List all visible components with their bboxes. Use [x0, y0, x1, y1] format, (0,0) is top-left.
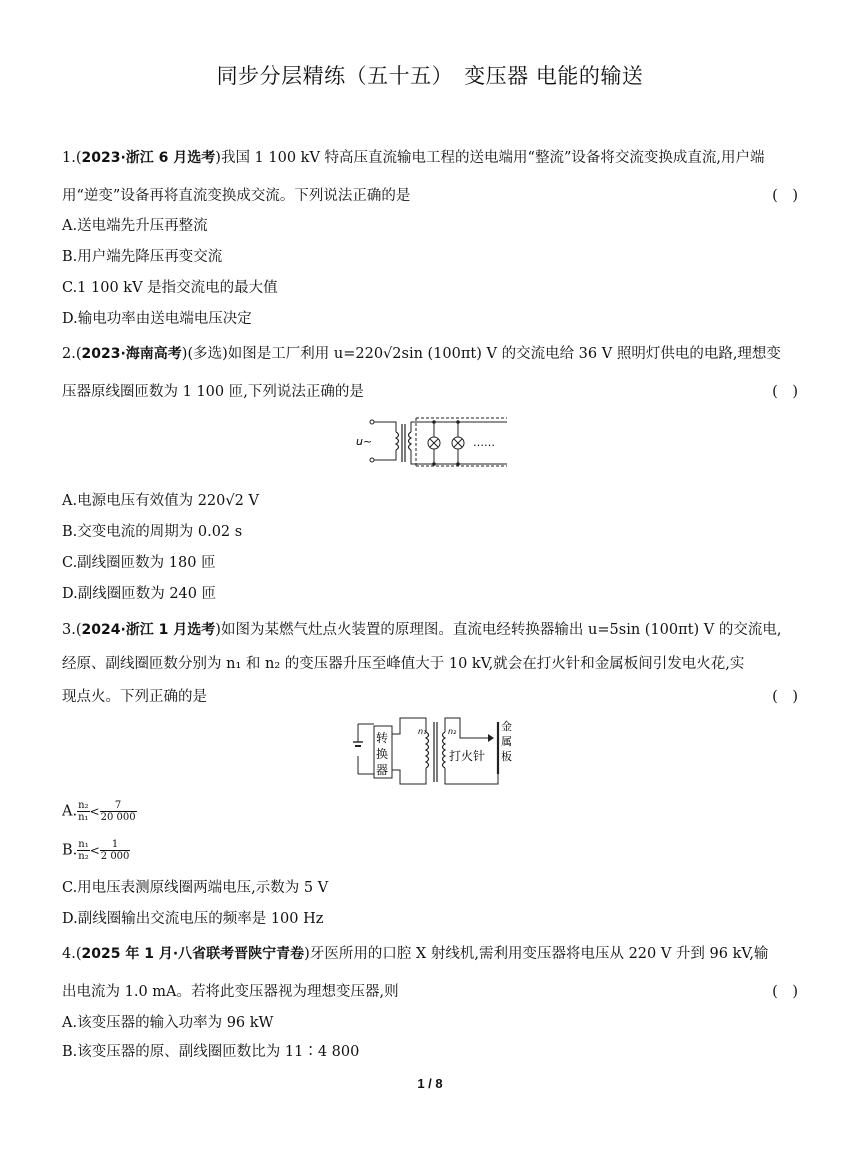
needle-arrow-icon — [488, 734, 494, 742]
q1-option-a: A.送电端先升压再整流 — [62, 218, 208, 234]
comparison-sign: < — [89, 843, 100, 858]
q1-answer-paren: ( ) — [772, 188, 798, 204]
q1-stem-line2: 用“逆变”设备再将直流变换成交流。下列说法正确的是 — [62, 188, 411, 204]
q2-option-a: A.电源电压有效值为 220√2 V — [62, 493, 259, 509]
fraction — [100, 839, 131, 862]
q4-source: 2025 年 1 月·八省联考晋陕宁青卷 — [81, 946, 305, 962]
plate-char-3: 板 — [501, 750, 512, 763]
q1-option-d: D.输电功率由送电端电压决定 — [62, 311, 252, 327]
q4-option-a: A.该变压器的输入功率为 96 kW — [62, 1015, 274, 1031]
q3-n2-label: n₂ — [448, 727, 457, 736]
fraction-denominator: 20 000 — [100, 812, 136, 823]
fraction-numerator: 1 — [100, 839, 131, 851]
q2-stem-line2: 压器原线圈匝数为 1 100 匝,下列说法正确的是 — [62, 384, 364, 400]
q2-number: 2.( — [62, 346, 82, 362]
fraction-denominator: n₂ — [78, 851, 89, 862]
q3-stem-text: )如图为某燃气灶点火装置的原理图。直流电经转换器输出 u=5sin (100πt) V 的交流电, — [215, 622, 782, 638]
fraction-numerator: 7 — [100, 800, 137, 812]
q4-stem-text: )牙医所用的口腔 X 射线机,需利用变压器将电压从 220 V 升到 96 kV,输 — [304, 946, 769, 962]
q3-option-b-prefix: B. — [62, 842, 78, 859]
q3-option-b — [62, 839, 130, 862]
primary-coil-icon — [396, 432, 399, 450]
secondary-coil-icon — [443, 732, 446, 768]
q2-stem-line1 — [62, 342, 802, 363]
converter-char-2: 换 — [376, 747, 389, 761]
fraction — [77, 839, 89, 862]
q2-ellipsis: …… — [473, 436, 495, 449]
q2-u-label: u~ — [356, 435, 373, 448]
q3-stem-line1 — [62, 618, 802, 639]
q3-option-a — [62, 800, 137, 823]
converter-char-1: 转 — [376, 731, 389, 745]
needle-label: 打火针 — [449, 749, 486, 763]
q3-source: 2024·浙江 1 月选考 — [81, 622, 216, 638]
q1-stem-line1 — [62, 146, 802, 167]
q2-option-d: D.副线圈匝数为 240 匝 — [62, 586, 217, 602]
q3-ignition-figure — [350, 712, 518, 788]
plate-char-1: 金 — [501, 720, 512, 733]
q2-option-c: C.副线圈匝数为 180 匝 — [62, 555, 216, 571]
q2-stem-text: )(多选)如图是工厂利用 u=220√2sin (100πt) V 的交流电给 36 V 照明灯供电的电路,理想变 — [181, 346, 781, 362]
plate-char-2: 属 — [501, 735, 512, 748]
q3-stem-line2: 经原、副线圈匝数分别为 n₁ 和 n₂ 的变压器升压至峰值大于 10 kV,就会在打火针和金属板间引发电火花,实 — [62, 656, 745, 672]
q4-stem-line1 — [62, 942, 802, 963]
converter-char-3: 器 — [376, 763, 389, 777]
primary-coil-icon — [426, 732, 429, 768]
q1-number: 1.( — [62, 150, 82, 166]
q4-stem-line2: 出电流为 1.0 mA。若将此变压器视为理想变压器,则 — [62, 984, 399, 1000]
q1-option-b: B.用户端先降压再变交流 — [62, 249, 223, 265]
fraction-numerator: n₂ — [78, 800, 89, 811]
page-number: 1 / 8 — [417, 1076, 443, 1091]
q3-option-d: D.副线圈输出交流电压的频率是 100 Hz — [62, 911, 324, 927]
q2-circuit-figure — [352, 404, 512, 476]
q3-option-a-prefix: A. — [62, 803, 78, 820]
secondary-coil-icon — [409, 432, 412, 450]
q3-stem-line3: 现点火。下列正确的是 — [62, 689, 207, 705]
q2-option-b: B.交变电流的周期为 0.02 s — [62, 524, 243, 540]
q4-number: 4.( — [62, 946, 82, 962]
q1-stem-text: )我国 1 100 kV 特高压直流输电工程的送电端用“整流”设备将交流变换成直流,用户端 — [215, 150, 765, 166]
q3-option-c: C.用电压表测原线圈两端电压,示数为 5 V — [62, 880, 329, 896]
fraction — [100, 800, 137, 823]
q2-answer-paren: ( ) — [772, 384, 798, 400]
q4-answer-paren: ( ) — [772, 984, 798, 1000]
q1-source: 2023·浙江 6 月选考 — [81, 150, 216, 166]
comparison-sign: < — [89, 804, 100, 819]
fraction-denominator: 2 000 — [100, 851, 130, 862]
fraction-numerator: n₁ — [78, 839, 89, 850]
q3-n1-label: n₁ — [418, 727, 427, 736]
fraction-denominator: n₁ — [78, 812, 89, 823]
q1-option-c: C.1 100 kV 是指交流电的最大值 — [62, 280, 278, 296]
fraction — [77, 800, 89, 823]
q2-source: 2023·海南高考 — [81, 346, 182, 362]
q3-answer-paren: ( ) — [772, 689, 798, 705]
q3-number: 3.( — [62, 622, 82, 638]
q4-option-b: B.该变压器的原、副线圈匝数比为 11∶4 800 — [62, 1044, 360, 1060]
page-title: 同步分层精练（五十五） 变压器 电能的输送 — [216, 64, 644, 88]
